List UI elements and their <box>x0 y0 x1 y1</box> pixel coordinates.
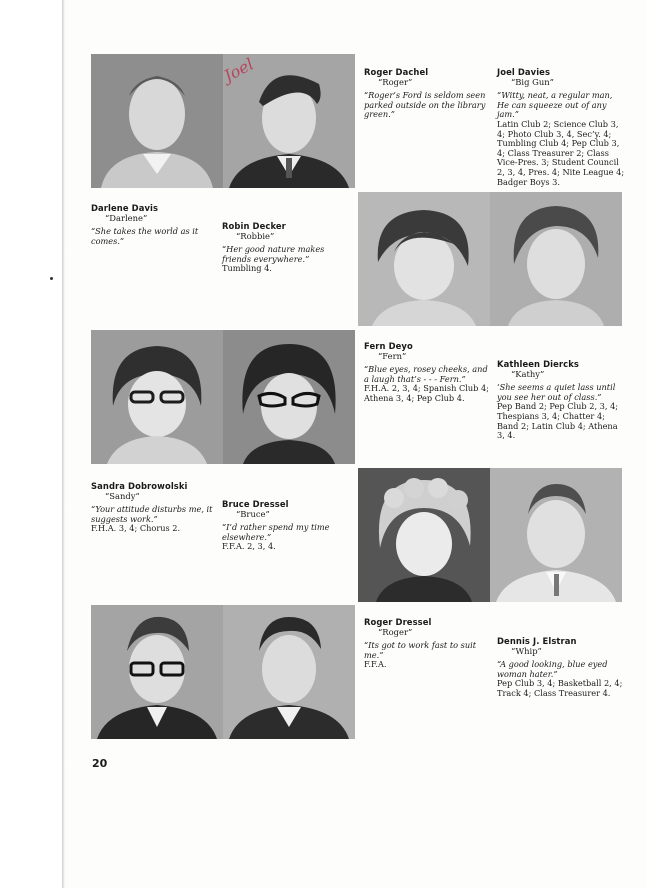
student-entry-roger-dachel <box>364 68 492 120</box>
student-name: Robin Decker <box>222 221 286 231</box>
student-quote: “Her good nature makes friends everywhere.” <box>222 244 325 264</box>
student-name: Roger Dressel <box>364 617 432 627</box>
student-activities: Pep Club 3, 4; Basketball 2, 4; Track 4; Class Treasurer 4. <box>497 678 623 698</box>
student-entry-darlene-davis <box>91 204 219 246</box>
portrait-photo-robin-decker <box>490 192 622 326</box>
student-quote: “I’d rather spend my time elsewhere.” <box>222 522 330 542</box>
student-activities: Tumbling 4. <box>222 263 272 274</box>
student-nickname: “Fern” <box>378 350 407 361</box>
student-name: Bruce Dressel <box>222 499 289 509</box>
student-nickname: “Darlene” <box>105 212 148 223</box>
student-nickname: “Kathy” <box>511 368 545 379</box>
student-quote: “Your attitude disturbs me, it suggests work.” <box>91 504 213 524</box>
student-quote: “Its got to work fast to suit me.” <box>364 640 477 660</box>
autograph-signature: Joel <box>220 54 257 86</box>
student-nickname: “Roger” <box>378 626 413 637</box>
student-name: Sandra Dobrowolski <box>91 481 188 491</box>
portrait-photo-fern-deyo <box>91 330 223 464</box>
student-entry-dennis-elstran <box>497 637 625 699</box>
student-quote: “She takes the world as it comes.” <box>91 226 199 246</box>
student-name: Fern Deyo <box>364 341 413 351</box>
student-entry-robin-decker <box>222 222 350 274</box>
portrait-photo-kathleen-diercks <box>223 330 355 464</box>
student-activities: Pep Band 2; Pep Club 2, 3, 4; Thespians 3, 4; Chatter 4; Band 2; Latin Club 4; Athena 3, 4. <box>497 401 619 441</box>
student-entry-fern-deyo <box>364 342 492 404</box>
portrait-photo-darlene-davis <box>358 192 490 326</box>
portrait-photo-bruce-dressel <box>490 468 622 602</box>
page-number: 20 <box>92 757 108 770</box>
portrait-photo-sandra-dobrowolski <box>358 468 490 602</box>
student-activities: Latin Club 2; Science Club 3, 4; Photo Club 3, 4, Sec’y. 4; Tumbling Club 4; Pep Club 3, 4; Class Treasurer 2; Class Vice-Pres. 3; Student Council 2, 3, 4, Pres. 4; Nite League 4; Badger Boys 3. <box>497 118 625 187</box>
student-nickname: “Roger” <box>378 76 413 87</box>
student-activities: F.F.A. <box>364 659 387 670</box>
portrait-photo-roger-dressel <box>91 605 223 739</box>
student-nickname: “Sandy” <box>105 490 140 501</box>
student-activities: F.F.A. 2, 3, 4. <box>222 541 276 552</box>
student-activities: F.H.A. 2, 3, 4; Spanish Club 4; Athena 3, 4; Pep Club 4. <box>364 383 489 403</box>
portrait-photo-roger-dachel <box>91 54 223 188</box>
student-name: Roger Dachel <box>364 67 429 77</box>
student-nickname: “Bruce” <box>236 508 270 519</box>
student-name: Dennis J. Elstran <box>497 636 577 646</box>
student-activities: F.H.A. 3, 4; Chorus 2. <box>91 523 181 534</box>
student-nickname: “Big Gun” <box>511 76 554 87</box>
student-quote: ‘She seems a quiet lass until you see her out of class.” <box>497 382 616 402</box>
student-name: Kathleen Diercks <box>497 359 579 369</box>
paper-speck <box>50 277 53 280</box>
student-entry-roger-dressel <box>364 618 492 670</box>
student-quote: “A good looking, blue eyed woman hater.” <box>497 659 608 679</box>
student-name: Darlene Davis <box>91 203 159 213</box>
student-entry-bruce-dressel <box>222 500 350 552</box>
student-quote: “Blue eyes, rosey cheeks, and a laugh that’s - - - Fern.” <box>364 364 488 384</box>
student-quote: “Roger’s Ford is seldom seen parked outside on the library green.” <box>364 90 486 120</box>
student-name: Joel Davies <box>497 67 551 77</box>
page-edge <box>62 0 65 888</box>
student-entry-joel-davies <box>497 68 625 187</box>
student-nickname: “Robbie” <box>236 230 275 241</box>
student-entry-sandra-dobrowolski <box>91 482 219 534</box>
student-entry-kathleen-diercks <box>497 360 625 441</box>
student-quote: “Witty, neat, a regular man, He can squeeze out of any jam.” <box>497 90 613 120</box>
student-nickname: “Whip” <box>511 645 542 656</box>
portrait-photo-dennis-elstran <box>223 605 355 739</box>
